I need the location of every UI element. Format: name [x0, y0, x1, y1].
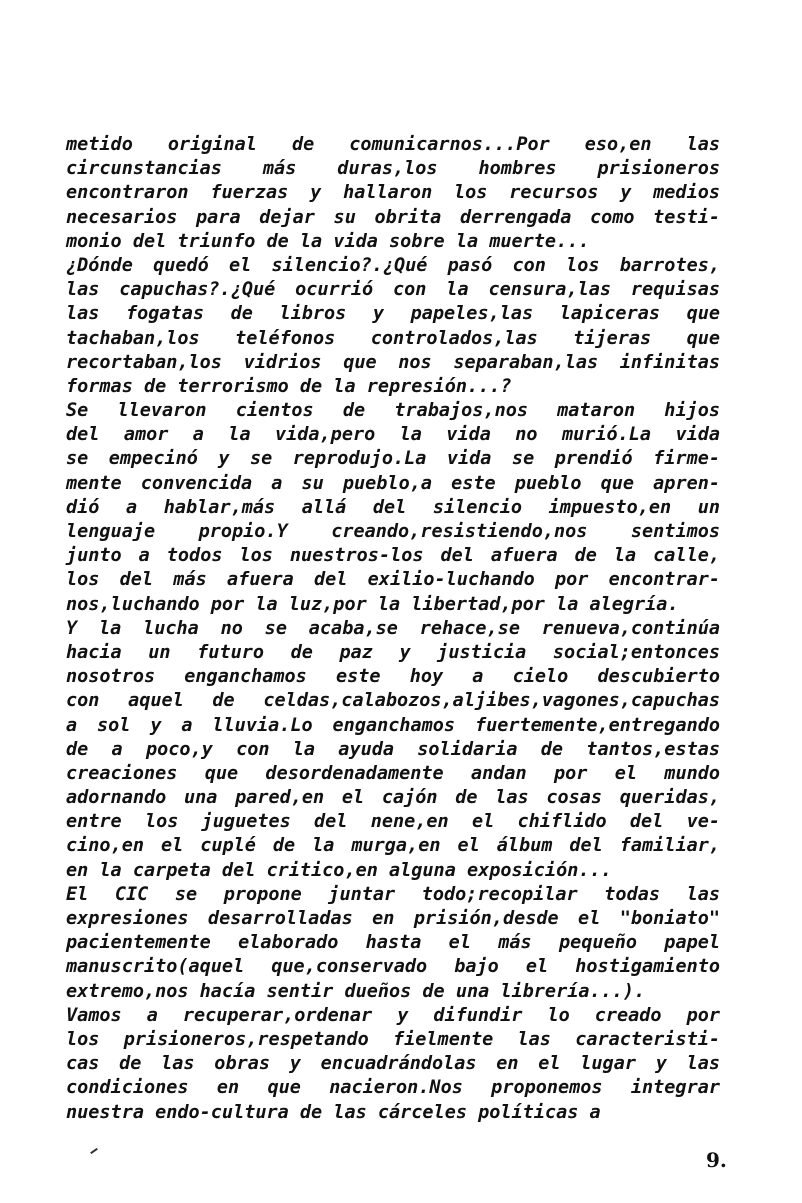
text-line: nuestra endo-cultura de las cárceles políticas a [66, 1101, 601, 1123]
text-line: recortaban,los vidrios que nos separaban,las infinitas [66, 351, 720, 373]
text-line: a sol y a lluvia.Lo enganchamos fuertemente,entregando [66, 714, 720, 736]
text-line: formas de terrorismo de la represión...? [66, 375, 512, 397]
text-line: El CIC se propone juntar todo;recopilar todas las [66, 883, 720, 905]
page-number: 9. [706, 1148, 727, 1172]
text-line: adornando una pared,en el cajón de las cosas queridas, [66, 787, 720, 809]
text-line: cino,en el cuplé de la murga,en el álbum del familiar, [66, 835, 720, 857]
text-line: mente convencida a su pueblo,a este pueblo que apren- [66, 472, 720, 494]
text-line: nosotros enganchamos este hoy a cielo descubierto [66, 666, 720, 688]
text-line: extremo,nos hacía sentir dueños de una librería...). [66, 980, 646, 1002]
text-line: encontraron fuerzas y hallaron los recursos y medios [66, 182, 720, 204]
scan-mark [90, 1148, 98, 1154]
text-line: nos,luchando por la luz,por la libertad,por la alegría. [66, 593, 679, 615]
text-line: hacia un futuro de paz y justicia social;entonces [66, 641, 720, 663]
text-line: ¿Dónde quedó el silencio?.¿Qué pasó con los barrotes, [66, 254, 720, 276]
text-line: circunstancias más duras,los hombres prisioneros [66, 158, 720, 180]
text-line: condiciones en que nacieron.Nos proponemos integrar [66, 1077, 720, 1099]
text-line: Y la lucha no se acaba,se rehace,se renueva,continúa [66, 617, 720, 639]
text-line: junto a todos los nuestros-los del afuera de la calle, [66, 545, 720, 567]
text-line: Se llevaron cientos de trabajos,nos mataron hijos [66, 400, 720, 422]
text-line: entre los juguetes del nene,en el chiflido del ve- [66, 811, 720, 833]
text-line: cas de las obras y encuadrándolas en el lugar y las [66, 1053, 720, 1075]
text-line: las fogatas de libros y papeles,las lapiceras que [66, 303, 720, 325]
text-line: Vamos a recuperar,ordenar y difundir lo creado por [66, 1004, 720, 1026]
text-line: del amor a la vida,pero la vida no murió.La vida [66, 424, 720, 446]
text-line: creaciones que desordenadamente andan por el mundo [66, 762, 720, 784]
text-line: en la carpeta del critico,en alguna exposición... [66, 859, 612, 881]
text-line: con aquel de celdas,calabozos,aljibes,vagones,capuchas [66, 690, 720, 712]
text-line: dió a hablar,más allá del silencio impuesto,en un [66, 496, 720, 518]
text-line: metido original de comunicarnos...Por eso,en las [66, 134, 720, 155]
text-line: tachaban,los teléfonos controlados,las tijeras que [66, 327, 720, 349]
text-line: necesarios para dejar su obrita derrengada como testi- [66, 206, 720, 228]
text-line: pacientemente elaborado hasta el más pequeño papel [66, 932, 720, 954]
text-line: expresiones desarrolladas en prisión,desde el "boniato" [66, 908, 720, 929]
text-line: manuscrito(aquel que,conservado bajo el hostigamiento [66, 956, 720, 978]
body-text [66, 133, 720, 1125]
text-line: lenguaje propio.Y creando,resistiendo,nos sentimos [66, 521, 720, 542]
text-line: se empecinó y se reprodujo.La vida se prendió firme- [66, 448, 720, 470]
text-line: de a poco,y con la ayuda solidaria de tantos,estas [66, 738, 720, 760]
text-line: monio del triunfo de la vida sobre la muerte... [66, 230, 590, 252]
text-line: los del más afuera del exilio-luchando por encontrar- [66, 569, 720, 591]
text-line: las capuchas?.¿Qué ocurrió con la censura,las requisas [66, 279, 720, 301]
text-line: los prisioneros,respetando fielmente las caracteristi- [66, 1028, 720, 1050]
